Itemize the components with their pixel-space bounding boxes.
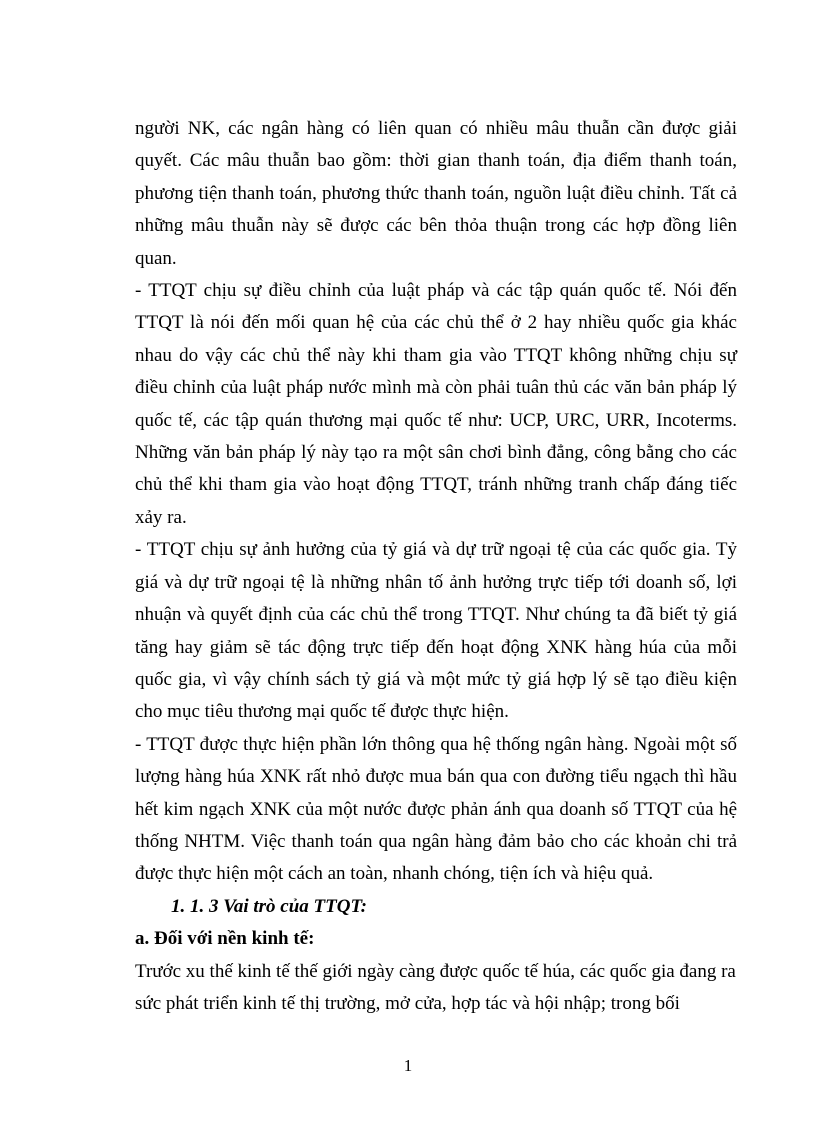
paragraph: - TTQT chịu sự điều chỉnh của luật pháp và các tập quán quốc tế. Nói đến TTQT là nói đến mối quan hệ của các chủ thể ở 2 hay nhiều quốc gia khác nhau do vậy các chủ thể này khi tham gia vào TTQT không những chịu sự điều chỉnh của luật pháp nước mình mà còn phải tuân thủ các văn bản pháp lý quốc tế, các tập quán thương mại quốc tế như: UCP, URC, URR, Incoterms. Những văn bản pháp lý này tạo ra một sân chơi bình đẳng, công bằng cho các chủ thể khi tham gia vào hoạt động TTQT, tránh những tranh chấp đáng tiếc xảy ra. xyxy=(135,280,737,528)
paragraph: - TTQT chịu sự ảnh hưởng của tỷ giá và dự trữ ngoại tệ của các quốc gia. Tỷ giá và dự trữ ngoại tệ là những nhân tố ảnh hưởng trực tiếp tới doanh số, lợi nhuận và quyết định của các chủ thể trong TTQT. Như chúng ta đã biết tỷ giá tăng hay giảm sẽ tác động trực tiếp đến hoạt động XNK hàng húa của mỗi quốc gia, vì vậy chính sách tỷ giá và một mức tỷ giá hợp lý sẽ tạo điều kiện cho mục tiêu thương mại quốc tế được thực hiện. xyxy=(135,539,737,723)
page-number: 1 xyxy=(403,1056,413,1075)
paragraph: người NK, các ngân hàng có liên quan có nhiều mâu thuẫn cần được giải quyết. Các mâu thuẫn bao gồm: thời gian thanh toán, địa điểm thanh toán, phương tiện thanh toán, phương thức thanh toán, nguồn luật điều chỉnh. Tất cả những mâu thuẫn này sẽ được các bên thỏa thuận trong các hợp đồng liên quan. xyxy=(135,118,737,269)
subsection-heading: a. Đối với nền kinh tế: xyxy=(135,928,315,950)
section-heading: 1. 1. 3 Vai trò của TTQT: xyxy=(171,895,367,917)
page-body xyxy=(135,113,737,1020)
paragraph: Trước xu thế kinh tế thế giới ngày càng được quốc tế húa, các quốc gia đang ra sức phát triển kinh tế thị trường, mở cửa, hợp tác và hội nhập; trong bối xyxy=(135,960,736,1014)
paragraph: - TTQT được thực hiện phần lớn thông qua hệ thống ngân hàng. Ngoài một số lượng hàng húa XNK rất nhỏ được mua bán qua con đường tiểu ngạch thì hầu hết kim ngạch XNK của một nước được phản ánh qua doanh số TTQT của hệ thống NHTM. Việc thanh toán qua ngân hàng đảm bảo cho các khoản chi trả được thực hiện một cách an toàn, nhanh chóng, tiện ích và hiệu quả. xyxy=(135,733,737,885)
